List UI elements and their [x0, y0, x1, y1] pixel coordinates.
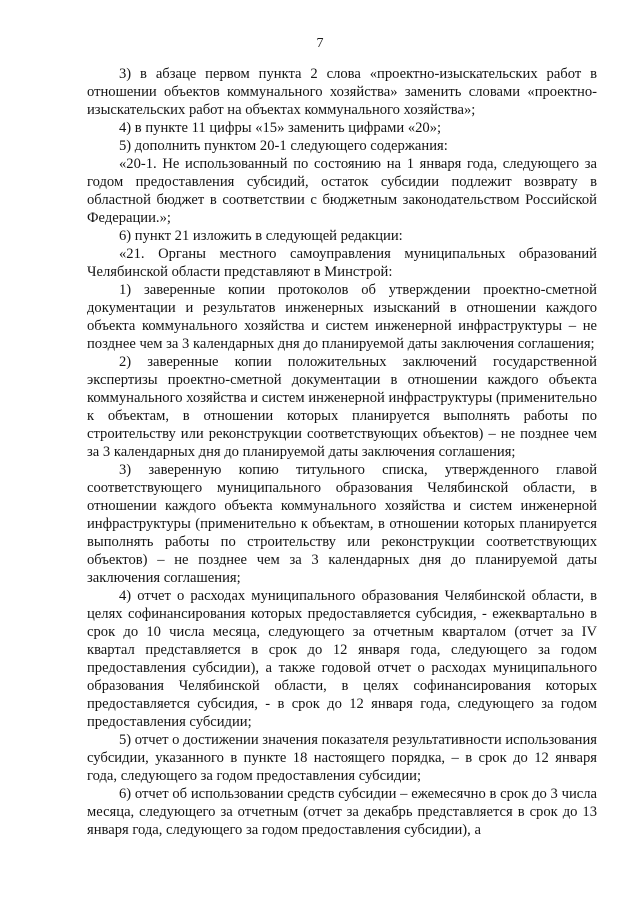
document-body — [87, 65, 597, 839]
paragraph-subitem-5: 5) отчет о достижении значения показателя результативности использования субсидии, указанного в пункте 18 настоящего порядка, – в срок до 12 января года, следующего за годом предоставления субсидии; — [87, 732, 597, 784]
paragraph-subitem-4: 4) отчет о расходах муниципального образования Челябинской области, в целях софинансирования которых предоставляется субсидия, - ежеквартально в срок до 10 числа месяца, следующего за отчетным кварталом (отчет за IV квартал представляется в срок до 12 января года, следующего за годом предоставления субсидии), а также годовой отчет о расходах муниципального образования Челябинской области, в целях софинансирования которых предоставляется субсидия, - в срок до 12 января года, следующего за годом предоставления субсидии; — [87, 588, 597, 730]
paragraph-clause-20-1: «20-1. Не использованный по состоянию на 1 января года, следующего за годом предоставления субсидий, остаток субсидии подлежит возврату в областной бюджет в соответствии с бюджетным законодательством Российской Федерации.»; — [87, 156, 597, 226]
paragraph-subitem-3: 3) заверенную копию титульного списка, утвержденного главой соответствующего муниципального образования Челябинской области, в отношении каждого объекта коммунального хозяйства и систем инженерной инфраструктуры (применительно к объектам, в отношении которых планируется выполнять работы по строительству или реконструкции соответствующих объектов) – не позднее чем за 3 календарных дня до планируемой даты заключения соглашения; — [87, 462, 597, 586]
paragraph-subitem-1: 1) заверенные копии протоколов об утверждении проектно-сметной документации и результатов инженерных изысканий в отношении каждого объекта коммунального хозяйства и систем инженерной инфраструктуры – не позднее чем за 3 календарных дня до планируемой даты заключения соглашения; — [87, 282, 597, 352]
paragraph-item-6-amendment: 6) пункт 21 изложить в следующей редакции: — [119, 228, 403, 244]
paragraph-clause-21-intro: «21. Органы местного самоуправления муниципальных образований Челябинской области представляют в Минстрой: — [87, 246, 597, 280]
paragraph-subitem-2: 2) заверенные копии положительных заключений государственной экспертизы проектно-сметной документации в отношении каждого объекта коммунального хозяйства и систем инженерной инфраструктуры (применительно к объектам, в отношении которых планируется выполнять работы по строительству или реконструкции соответствующих объектов) – не позднее чем за 3 календарных дня до планируемой даты заключения соглашения; — [87, 354, 597, 460]
paragraph-item-5-amendment: 5) дополнить пунктом 20-1 следующего содержания: — [119, 138, 448, 154]
paragraph-item-3-amendment: 3) в абзаце первом пункта 2 слова «проектно-изыскательских работ в отношении объектов коммунального хозяйства» заменить словами «проектно-изыскательских работ на объектах коммунального хозяйства»; — [87, 66, 597, 118]
paragraph-subitem-6: 6) отчет об использовании средств субсидии – ежемесячно в срок до 3 числа месяца, следующего за отчетным (отчет за декабрь представляется в срок до 13 января года, следующего за годом предоставления субсидии), а — [87, 786, 597, 838]
paragraph-item-4-amendment: 4) в пункте 11 цифры «15» заменить цифрами «20»; — [119, 120, 442, 136]
page-number: 7 — [316, 36, 324, 51]
